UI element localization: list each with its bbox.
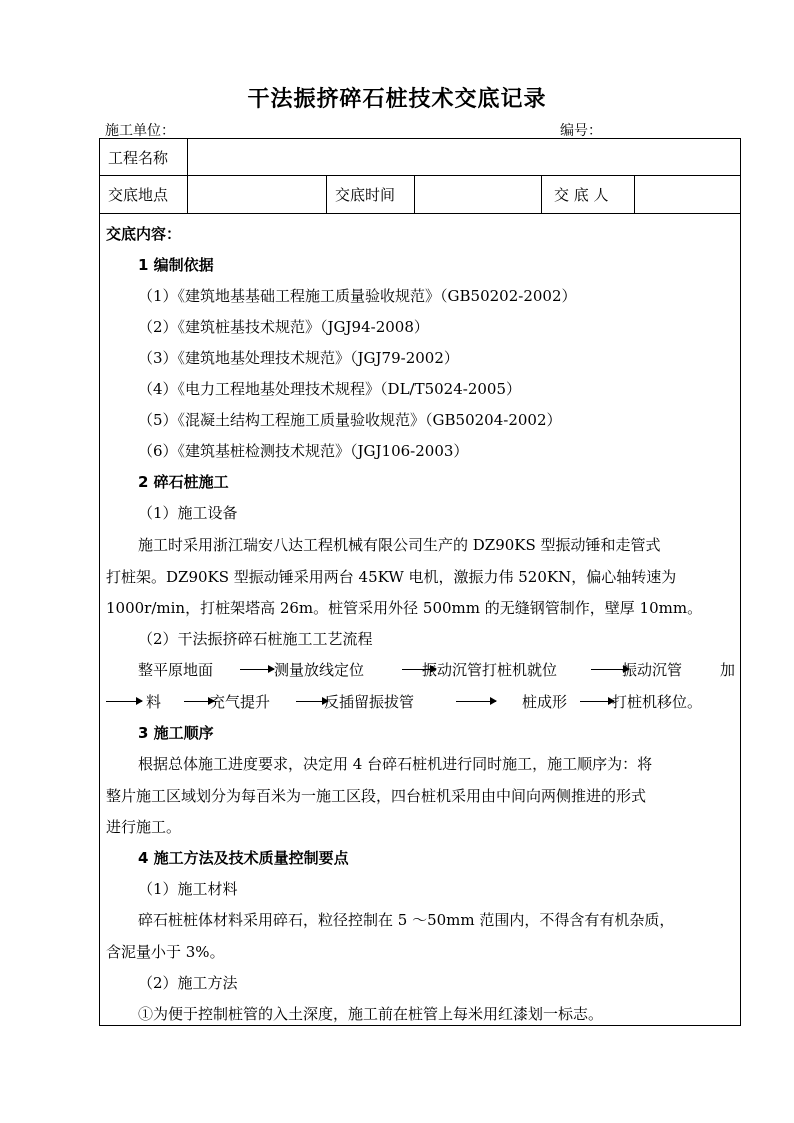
person-label: 交 底 人	[542, 176, 635, 214]
reference-item: （2）《建筑桩基技术规范》（JGJ94-2008）	[138, 318, 429, 336]
flow-step: 振动沉管	[622, 661, 683, 679]
flow-step: 测量放线定位	[274, 661, 365, 679]
section-1-title: 1 编制依据	[138, 256, 214, 274]
reference-item: （3）《建筑地基处理技术规范》（JGJ79-2002）	[138, 349, 459, 367]
reference-item: （6）《建筑基桩检测技术规范》（JGJ106-2003）	[138, 442, 469, 460]
paragraph-line: 根据总体施工进度要求，决定用 4 台碎石桩机进行同时施工，施工顺序为：将	[138, 755, 653, 773]
paragraph-line: 1000r/min，打桩架塔高 26m。桩管采用外径 500mm 的无缝钢管制作，壁厚 10mm。	[106, 599, 703, 617]
section-2-title: 2 碎石桩施工	[138, 473, 229, 491]
flow-step: 振动沉管打桩机就位	[422, 661, 558, 679]
content-intro: 交底内容：	[106, 225, 182, 243]
document-title: 干法振挤碎石桩技术交底记录	[247, 87, 547, 112]
subsection-method: （2）施工方法	[138, 974, 238, 992]
flow-step: 整平原地面	[138, 661, 214, 679]
subsection-equipment: （1）施工设备	[138, 504, 238, 522]
flow-step: 打桩机移位。	[612, 693, 703, 711]
section-3-title: 3 施工顺序	[138, 724, 214, 742]
location-label: 交底地点	[100, 176, 188, 214]
flow-step: 桩成形	[522, 693, 568, 711]
paragraph-line: ①为便于控制桩管的入土深度，施工前在桩管上每米用红漆划一标志。	[138, 1005, 604, 1023]
time-label: 交底时间	[327, 176, 415, 214]
reference-item: （4）《电力工程地基处理技术规程》（DL/T5024-2005）	[138, 380, 522, 398]
flow-step: 加	[720, 661, 736, 679]
paragraph-line: 整片施工区域划分为每百米为一施工区段，四台桩机采用由中间向两侧推进的形式	[106, 787, 647, 805]
subsection-process-flow: （2）干法振挤碎石桩施工工艺流程	[138, 630, 373, 648]
construction-unit-label: 施工单位：	[105, 123, 175, 139]
number-label: 编号：	[560, 123, 602, 139]
location-field[interactable]	[188, 176, 327, 214]
paragraph-line: 碎石桩桩体材料采用碎石，粒径控制在 5 ～50mm 范围内，不得含有有机杂质，	[138, 911, 675, 929]
flow-step: 料	[146, 693, 162, 711]
project-name-field[interactable]	[188, 139, 741, 176]
reference-item: （5）《混凝土结构工程施工质量验收规范》（GB50204-2002）	[138, 411, 562, 429]
paragraph-line: 含泥量小于 3%。	[106, 943, 225, 961]
flow-step: 反插留振拔管	[324, 693, 415, 711]
project-name-label: 工程名称	[100, 139, 188, 176]
flow-arrow-icon	[456, 701, 496, 702]
flow-arrow-icon	[240, 669, 274, 670]
flow-step: 充气提升	[210, 693, 271, 711]
info-table	[99, 138, 741, 214]
section-4-title: 4 施工方法及技术质量控制要点	[138, 849, 349, 867]
paragraph-line: 施工时采用浙江瑞安八达工程机械有限公司生产的 DZ90KS 型振动锤和走管式	[138, 536, 661, 554]
flow-arrow-icon	[580, 701, 614, 702]
content-box	[99, 214, 741, 1026]
person-field[interactable]	[635, 176, 741, 214]
paragraph-line: 进行施工。	[106, 818, 182, 836]
flow-arrow-icon	[106, 701, 142, 702]
time-field[interactable]	[415, 176, 542, 214]
subsection-materials: （1）施工材料	[138, 880, 238, 898]
paragraph-line: 打桩架。DZ90KS 型振动锤采用两台 45KW 电机，激振力伟 520KN，偏心轴转速为	[106, 568, 677, 586]
reference-item: （1）《建筑地基基础工程施工质量验收规范》（GB50202-2002）	[138, 287, 577, 305]
